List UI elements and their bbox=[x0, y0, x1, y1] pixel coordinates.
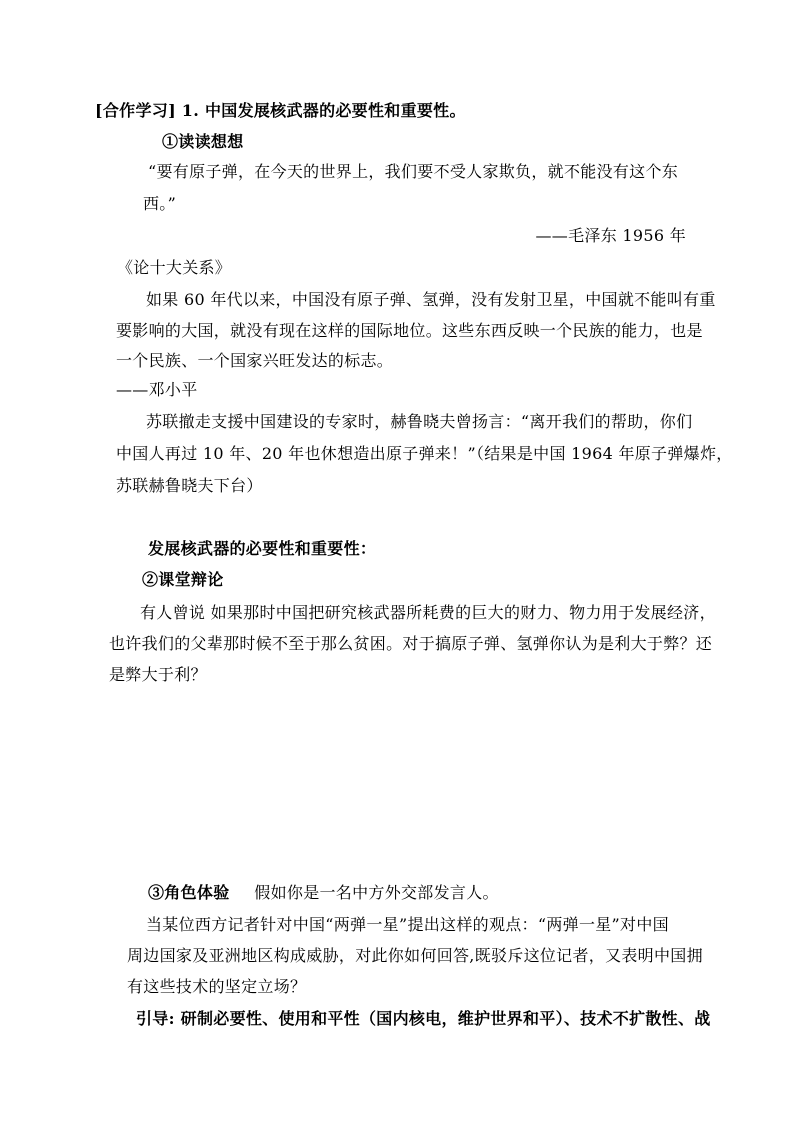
mao-quote-line2: 西。” bbox=[143, 194, 177, 213]
mao-quote-line1: “要有原子弹，在今天的世界上，我们要不受人家欺负，就不能没有这个东 bbox=[148, 162, 679, 181]
part3-line1: 当某位西方记者针对中国“两弹一星”提出这样的观点：“两弹一星”对中国 bbox=[146, 915, 669, 934]
part3-line3: 有这些技术的坚定立场？ bbox=[127, 977, 307, 996]
part1-title: ①读读想想 bbox=[162, 132, 244, 151]
mao-attribution: ——毛泽东 1956 年 bbox=[535, 226, 686, 245]
part2-line1: 有人曾说 如果那时中国把研究核武器所耗费的巨大的财力、物力用于发展经济， bbox=[140, 603, 716, 622]
soviet-line1: 苏联撤走支援中国建设的专家时，赫鲁晓夫曾扬言：“离开我们的帮助，你们 bbox=[146, 412, 693, 431]
part3-header bbox=[148, 883, 499, 903]
part2-title: ②课堂辩论 bbox=[142, 570, 224, 589]
part3-title: ③角色体验 bbox=[148, 883, 230, 902]
deng-line2: 要影响的大国，就没有现在这样的国际地位。这些东西反映一个民族的能力，也是 bbox=[116, 321, 703, 340]
deng-line1: 如果 60 年代以来，中国没有原子弹、氢弹，没有发射卫星，中国就不能叫有重 bbox=[146, 290, 716, 309]
part3-intro: 假如你是一名中方外交部发言人。 bbox=[254, 883, 499, 902]
section-heading: [合作学习] 1. 中国发展核武器的必要性和重要性。 bbox=[95, 101, 466, 120]
soviet-line3: 苏联赫鲁晓夫下台） bbox=[116, 476, 263, 495]
deng-attribution: ——邓小平 bbox=[116, 380, 198, 399]
part3-guide: 引导: 研制必要性、使用和平性（国内核电，维护世界和平）、技术不扩散性、战 bbox=[136, 1009, 711, 1028]
part3-line2: 周边国家及亚洲地区构成威胁，对此你如何回答,既驳斥这位记者，又表明中国拥 bbox=[127, 946, 703, 965]
soviet-line2: 中国人再过 10 年、20 年也休想造出原子弹来！”（结果是中国 1964 年原子弹爆炸， bbox=[116, 444, 733, 463]
deng-line3: 一个民族、一个国家兴旺发达的标志。 bbox=[116, 351, 394, 370]
mao-source: 《论十大关系》 bbox=[117, 258, 232, 277]
part2-line3: 是弊大于利？ bbox=[109, 665, 207, 684]
summary-label: 发展核武器的必要性和重要性： bbox=[148, 539, 377, 558]
part2-line2: 也许我们的父辈那时候不至于那么贫困。对于搞原子弹、氢弹你认为是利大于弊？还 bbox=[109, 634, 713, 653]
